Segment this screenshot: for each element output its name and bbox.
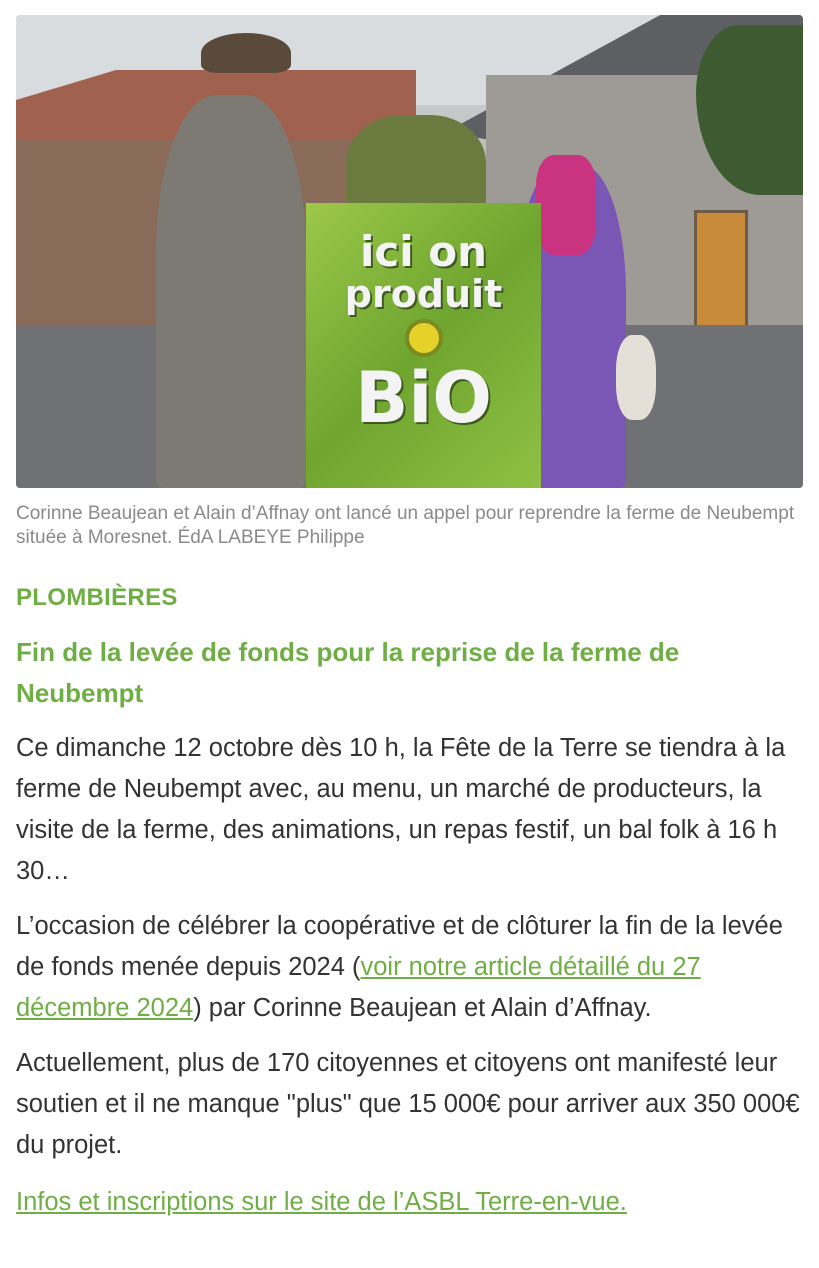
section-label: PLOMBIÈRES [16,584,178,611]
article-title: Fin de la levée de fonds pour la reprise de la ferme de Neubempt [16,637,680,708]
article-link[interactable]: voir notre article détaillé du 27 décembre 2024 [16,953,701,1022]
photo-scarf [536,155,596,255]
bio-swirl-icon [405,319,443,357]
photo-hat [201,33,291,73]
sign-text-1: ici on [359,227,488,276]
more-info [16,1182,803,1222]
sign-text-3: BiO [355,357,492,439]
article-photo [16,15,803,488]
photo-person-left [156,95,306,488]
paragraph-2-before: L’occasion de célébrer la coopérative et de clôturer la fin de la levée de fonds menée depuis 2024 ( [16,912,783,981]
paragraph-1: Ce dimanche 12 octobre dès 10 h, la Fête de la Terre se tiendra à la ferme de Neubempt avec, au menu, un marché de producteurs, la visite de la ferme, des animations, un repas festif, un bal folk à 16 h 30… [16,734,786,885]
paragraph-2-after: ) par Corinne Beaujean et Alain d’Affnay. [193,994,652,1022]
paragraph-3: Actuellement, plus de 170 citoyennes et citoyens ont manifesté leur soutien et il ne manque "plus" que 15 000€ pour arriver aux 350 000€ du projet. [16,1049,800,1159]
paragraph-2 [16,906,803,1029]
photo-dog [616,335,656,420]
bio-sign [306,203,541,488]
sign-text-2: produit [344,272,503,316]
infos-link[interactable]: Infos et inscriptions sur le site de l’ASBL Terre-en-vue. [16,1188,627,1216]
photo-caption: Corinne Beaujean et Alain d’Affnay ont lancé un appel pour reprendre la ferme de Neubempt située à Moresnet. ÉdA LABEYE Philippe [16,503,795,548]
